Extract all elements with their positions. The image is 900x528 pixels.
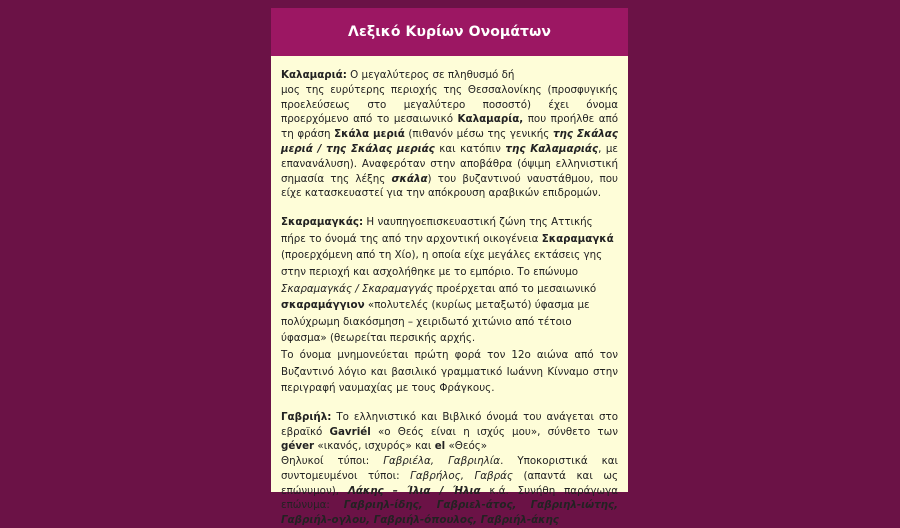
entry-paragraph [281, 68, 618, 201]
entry-gavriil [281, 410, 618, 528]
entry-text: (προερχόμενη από τη Χίο), η οποία είχε μεγάλες εκτάσεις γης στην περιοχή και ασχολήθηκε με το εμπόριο. Το επώνυμο [281, 249, 603, 278]
entry-text: , με επανανάλυση). Αναφερόταν στην αποβάθρα (όψιμη ελληνιστική σημασία της λέξης [281, 142, 619, 185]
entry-bold-italic: της Καλαμαριάς [505, 142, 599, 155]
entry-italic: Γαβριέλα, Γαβριηλία [383, 455, 501, 468]
entry-bold-italic: Λάκης – Ίλια / Ήλια [347, 484, 481, 497]
entry-text: Η ναυπηγοεπισκευαστική ζώνη της Αττικής πήρε το όνομά της από την αρχοντική οικογένεια [281, 216, 593, 245]
entry-term: Γαβριήλ: [281, 410, 332, 423]
entry-paragraph [281, 454, 618, 528]
entry-bold: el [434, 440, 446, 453]
entry-text: προέρχεται από το μεσαιωνικό [433, 282, 597, 295]
entry-italic: Σκαραμαγκάς / Σκαραμαγγάς [281, 282, 434, 295]
entry-bold: Σκάλα μεριά [334, 128, 405, 141]
entry-text: «ικανός, ισχυρός» και [314, 440, 435, 453]
entries-list [271, 56, 628, 528]
entry-bold: géver [281, 440, 315, 453]
entry-text: μος της ευρύτερης περιοχής της Θεσσαλονίκης (προσφυγικής προελεύσεως στο μεγαλύτερο ποσοστό) έχει όνομα προερχόμενο από το μεσαιωνικό [281, 83, 618, 126]
entry-paragraph [281, 347, 618, 397]
entry-text: Θηλυκοί τύποι: [281, 455, 384, 468]
entry-kalamaria [281, 68, 618, 201]
entry-paragraph [281, 214, 618, 347]
entry-text: «Θεός» [445, 440, 488, 453]
entry-italic: Γαβρήλος, Γαβράς [410, 469, 513, 482]
entry-term: Σκαραμαγκάς: [281, 216, 364, 229]
entry-text: Ο μεγαλύτερος σε πληθυσμό δή [346, 69, 515, 81]
entry-text: (απαντά και ως επώνυμον), [281, 469, 618, 497]
dictionary-card [271, 8, 628, 527]
entry-text: κ.ά. Συνήθη παράγωγα επώνυμα: [281, 484, 618, 512]
entry-text: «πολυτελές (κυρίως μεταξωτό) ύφασμα με πολύχρωμη διακόσμηση – χειριδωτό χιτώνιο από τέτοιο ύφασμα» (θεωρείται περσικής αρχής. [281, 299, 590, 345]
entry-text: ) του βυζαντινού ναυστάθμου, που είχε κατασκευαστεί για την απόκρουση αραβικών επιδρομών. [281, 172, 619, 200]
entry-bold: σκαραμάγγιον [281, 299, 365, 312]
entry-bold: Gavriél [329, 425, 371, 438]
entry-bold-italic: σκάλα [391, 172, 428, 185]
entry-skaramagkas [281, 214, 618, 397]
entry-text: και κατόπιν [434, 142, 506, 155]
entry-text: «ο Θεός είναι η ισχύς μου», σύνθετο των [370, 425, 618, 438]
entry-text: Το ελληνιστικό και Βιβλικό όνομά του ανάγεται στο εβραϊκό [281, 410, 618, 438]
entry-text: . Υποκοριστικά και συντομευμένοι τύποι: [281, 455, 618, 482]
entry-bold-italic: της Σκάλας μεριά / της Σκάλας μεριάς [281, 128, 618, 155]
entry-text: (πιθανόν μέσω της γενικής [404, 128, 553, 141]
entry-term: Καλαμαριά: [281, 69, 347, 81]
entry-bold: Σκαραμαγκά [541, 232, 614, 245]
entry-text: Το όνομα μνημονεύεται πρώτη φορά τον 12ο αιώνα από τον Βυζαντινό λόγιο και βασιλικό γραμματικό Ιωάννη Κίνναμο στην περιγραφή ναυμαχίας με τους Φράγκους. [281, 348, 618, 395]
entry-paragraph [281, 410, 618, 454]
entry-bold: Καλαμαρία, [457, 113, 524, 126]
entry-text: που προήλθε από τη φράση [281, 113, 618, 141]
card-header [271, 8, 628, 56]
page-title: Λεξικό Κυρίων Ονομάτων [348, 24, 551, 40]
entry-bold-italic: Γαβριηλ-ίδης, Γαβριελ-άτος, Γαβριηλ-ιώτης, Γαβριήλ-ογλου, Γαβριήλ-όπουλος, Γαβριήλ-άκης [281, 499, 618, 527]
